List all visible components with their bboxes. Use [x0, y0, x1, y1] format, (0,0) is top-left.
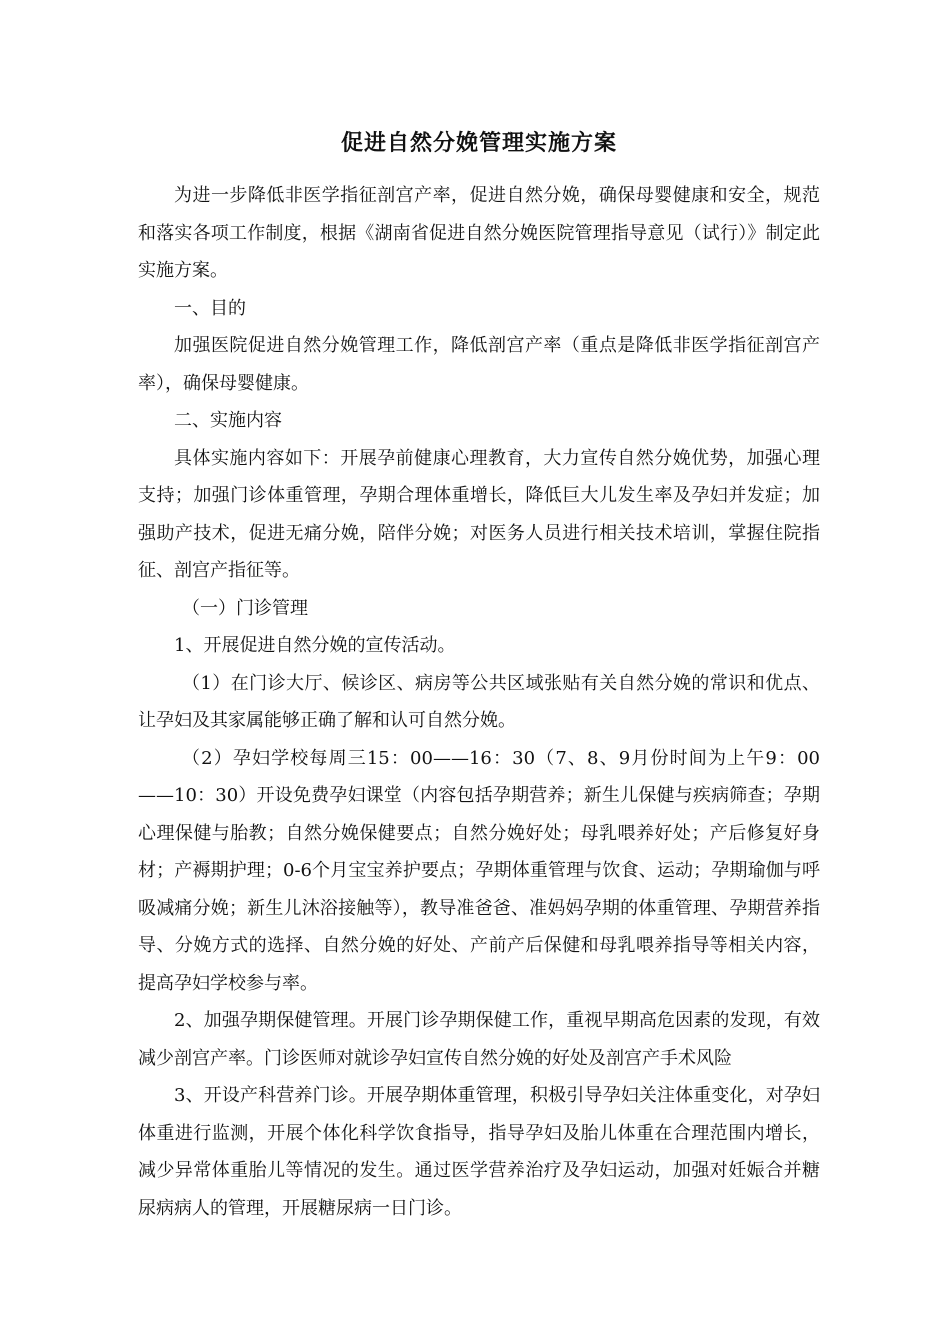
item-1-2: （2）孕妇学校每周三15：00——16：30（7、8、9月份时间为上午9：00——10：30）开设免费孕妇课堂（内容包括孕期营养；新生儿保健与疾病筛查；孕期心理保健与胎教；自然分娩保健要点；自然分娩好处；母乳喂养好处；产后修复好身材；产褥期护理；0-6个月宝宝养护要点；孕期体重管理与饮食、运动；孕期瑜伽与呼吸减痛分娩；新生儿沐浴接触等），教导准爸爸、准妈妈孕期的体重管理、孕期营养指导、分娩方式的选择、自然分娩的好处、产前产后保健和母乳喂养指导等相关内容，提高孕妇学校参与率。: [138, 747, 820, 994]
item-1-1: （1）在门诊大厅、候诊区、病房等公共区域张贴有关自然分娩的常识和优点、让孕妇及其家属能够正确了解和认可自然分娩。: [138, 672, 820, 731]
item-3: 3、开设产科营养门诊。开展孕期体重管理，积极引导孕妇关注体重变化，对孕妇体重进行监测，开展个体化科学饮食指导，指导孕妇及胎儿体重在合理范围内增长，减少异常体重胎儿等情况的发生。通过医学营养治疗及孕妇运动，加强对妊娠合并糖尿病病人的管理，开展糖尿病一日门诊。: [138, 1085, 820, 1219]
document-page: [138, 127, 820, 1227]
heading-purpose: 一、目的: [174, 297, 246, 319]
heading-content: 二、实施内容: [174, 410, 282, 431]
paragraph-intro: 为进一步降低非医学指征剖宫产率，促进自然分娩，确保母婴健康和安全，规范和落实各项工作制度，根据《湖南省促进自然分娩医院管理指导意见（试行）》制定此实施方案。: [138, 185, 820, 281]
paragraph-content: 具体实施内容如下：开展孕前健康心理教育，大力宣传自然分娩优势，加强心理支持；加强门诊体重管理，孕期合理体重增长，降低巨大儿发生率及孕妇并发症；加强助产技术，促进无痛分娩，陪伴分娩；对医务人员进行相关技术培训，掌握住院指征、剖宫产指征等。: [138, 447, 820, 581]
heading-outpatient: （一）门诊管理: [182, 597, 308, 619]
document-title: 促进自然分娩管理实施方案: [340, 130, 617, 156]
item-1: 1、开展促进自然分娩的宣传活动。: [174, 635, 456, 656]
item-2: 2、加强孕期保健管理。开展门诊孕期保健工作，重视早期高危因素的发现，有效减少剖宫产率。门诊医师对就诊孕妇宣传自然分娩的好处及剖宫产手术风险: [138, 1010, 820, 1069]
paragraph-purpose: 加强医院促进自然分娩管理工作，降低剖宫产率（重点是降低非医学指征剖宫产率），确保母婴健康。: [138, 335, 820, 394]
